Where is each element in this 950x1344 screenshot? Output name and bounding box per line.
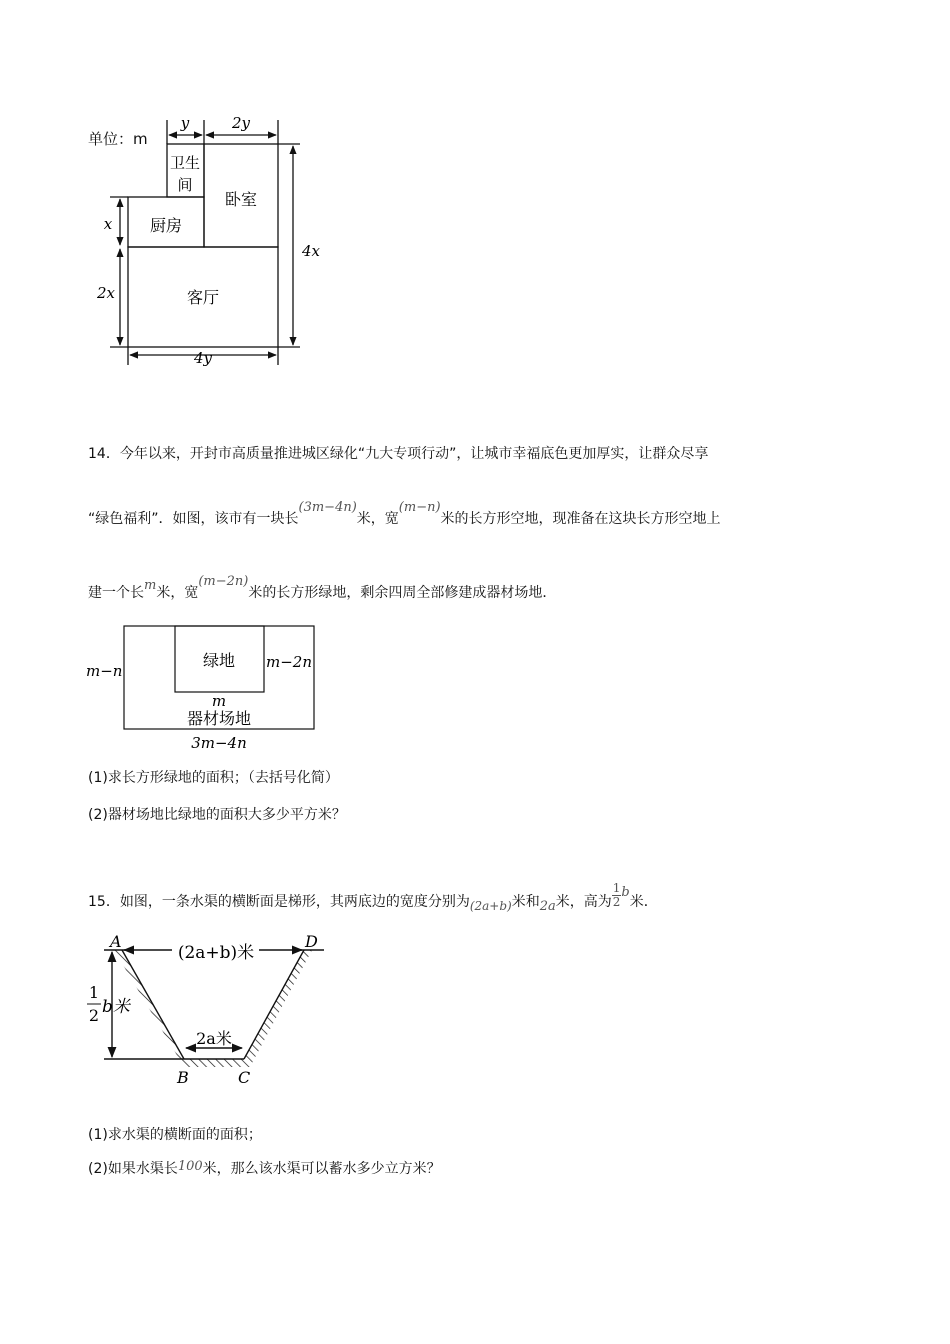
q15-expr-top: (2a+b): [469, 898, 512, 913]
q15-height-fraction: [612, 882, 622, 909]
dim-2y: 2y: [231, 114, 251, 132]
frac-num: 1: [612, 881, 621, 895]
q14-line2-c: 米的长方形空地，现准备在这块长方形空地上: [440, 511, 721, 527]
dim-m-minus-2n: m−2n: [266, 653, 312, 671]
q15-line1-a: 15．如图，一条水渠的横断面是梯形，其两底边的宽度分别为: [88, 893, 470, 910]
q14-figure: [84, 622, 324, 754]
q15-frac-var: b: [621, 884, 630, 900]
q14-line2-b: 米，宽: [356, 511, 399, 527]
dim-2x: 2x: [96, 284, 116, 302]
q15-line1-c: 米，高为: [555, 893, 612, 910]
q15-line1-d: 米．: [629, 893, 658, 910]
q15-canal-figure: [84, 928, 329, 1088]
dim-4x: 4x: [302, 242, 321, 260]
point-b: B: [177, 1068, 189, 1087]
dim-y: y: [180, 114, 190, 132]
dim-x: x: [103, 215, 113, 233]
q15-line1-b: 米和: [511, 893, 540, 910]
q14-expr-length: (3m−4n): [298, 500, 357, 515]
kitchen-label: 厨房: [149, 216, 183, 235]
height-den: 2: [88, 1006, 100, 1025]
q15-expr-bottom: 2a: [539, 898, 556, 914]
q14-expr-width: (m−n): [398, 500, 441, 515]
height-num: 1: [88, 983, 100, 1002]
q14-expr-m-2n: (m−2n): [198, 574, 249, 589]
dim-4y: 4y: [193, 349, 213, 367]
side-ab: [122, 950, 184, 1059]
dim-3m-minus-4n: 3m−4n: [191, 734, 247, 752]
side-cd: [244, 950, 304, 1059]
point-a: A: [110, 932, 122, 951]
point-c: C: [238, 1068, 251, 1087]
q15-part2-b: 米，那么该水渠可以蓄水多少立方米？: [202, 1161, 441, 1177]
q14-line3-a: 建一个长: [88, 585, 144, 601]
q14-part2: (2)器材场地比绿地的面积大多少平方米？: [88, 807, 346, 823]
dim-m-minus-n: m−n: [86, 662, 123, 680]
bathroom-label-2: 间: [177, 176, 193, 194]
living-room-label: 客厅: [186, 288, 220, 307]
q14-part1: (1)求长方形绿地的面积；（去括号化简）: [88, 770, 339, 786]
q15-length-100: 100: [177, 1159, 203, 1174]
q14-line1: 14．今年以来，开封市高质量推进城区绿化“九大专项行动”，让城市幸福底色更加厚实，让群众尽享: [88, 446, 709, 462]
point-d: D: [305, 932, 318, 951]
bedroom-label: 卧室: [224, 190, 258, 209]
q14-line2-a: “绿色福利”．如图，该市有一块长: [88, 511, 299, 527]
dim-m: m: [211, 692, 227, 710]
q14-line2: [88, 496, 721, 527]
q15-line1: [88, 878, 658, 912]
q15-part2-a: (2)如果水渠长: [88, 1161, 178, 1177]
bottom-width-label: 2a米: [196, 1029, 232, 1048]
frac-den: 2: [612, 895, 621, 909]
unit-label: 单位：m: [88, 130, 148, 148]
q15-part2: [88, 1158, 441, 1178]
green-space-label: 绿地: [202, 651, 236, 670]
bathroom-label-1: 卫生: [169, 154, 201, 172]
q14-line3: [88, 570, 557, 601]
equipment-area-label: 器材场地: [186, 709, 252, 728]
q15-part1: (1)求水渠的横断面的面积；: [88, 1127, 262, 1143]
height-rest: b米: [102, 997, 130, 1017]
top-width-label: (2a+b)米: [177, 943, 255, 963]
q14-expr-m: m: [144, 578, 157, 593]
floor-plan-figure: [95, 110, 321, 372]
q14-line3-b: 米，宽: [156, 585, 199, 601]
q14-line3-c: 米的长方形绿地，剩余四周全部修建成器材场地．: [248, 585, 557, 601]
